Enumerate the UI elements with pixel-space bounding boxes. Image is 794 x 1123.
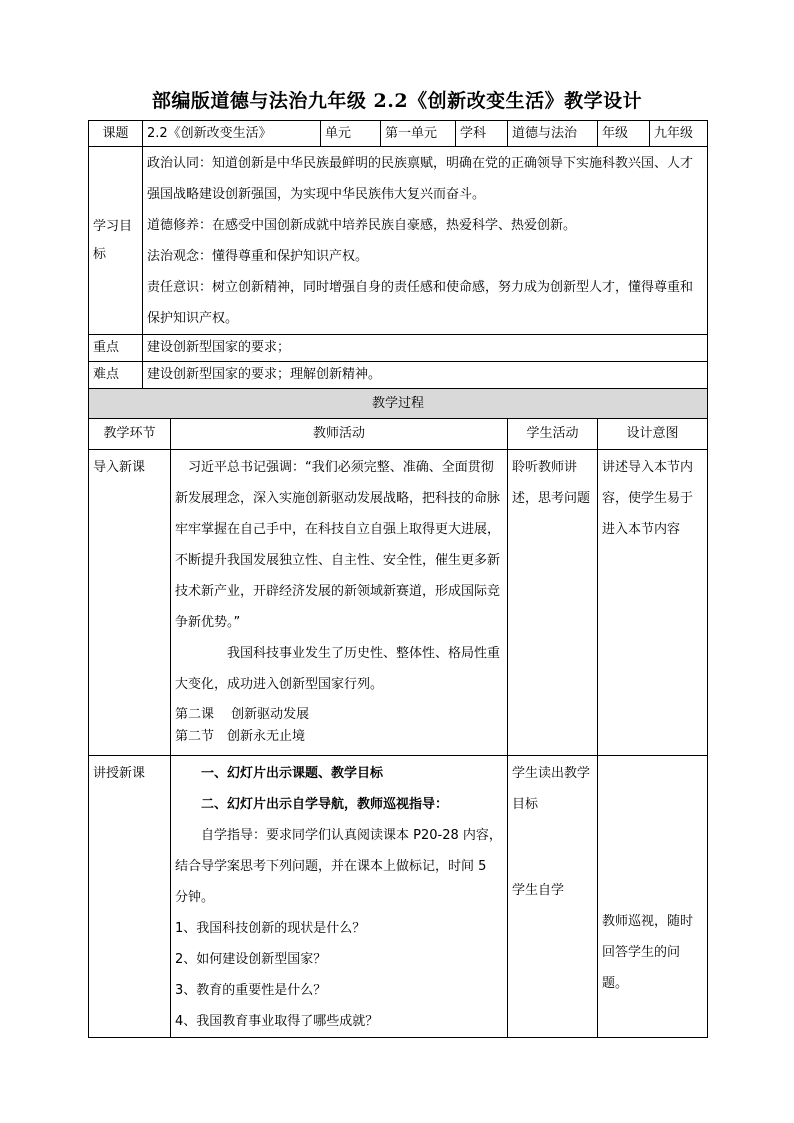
lesson-title: 第二课 创新驱动发展 xyxy=(175,707,310,722)
objective-responsibility: 责任意识：树立创新精神，同时增强自身的责任感和使命感，努力成为创新型人才，懂得尊重和保护知识产权。 xyxy=(147,279,694,326)
topic-label: 课题 xyxy=(89,121,143,147)
lecture-row xyxy=(89,756,708,1038)
unit-value: 第一单元 xyxy=(381,121,456,147)
objectives-row xyxy=(89,147,708,335)
objective-political: 政治认同：知道创新是中华民族最鲜明的民族禀赋，明确在党的正确领导下实施科教兴国、人才强国战略建设创新强国，为实现中华民族伟大复兴而奋斗。 xyxy=(147,155,694,202)
intro-student: 聆听教师讲述，思考问题 xyxy=(508,450,598,756)
col-teacher: 教师活动 xyxy=(171,419,508,450)
difficulty-value: 建设创新型国家的要求；理解创新精神。 xyxy=(143,362,708,389)
objectives-content xyxy=(143,147,708,335)
col-intent: 设计意图 xyxy=(598,419,708,450)
objective-law: 法治观念：懂得尊重和保护知识产权。 xyxy=(147,248,369,264)
question-4: 4、我国教育事业取得了哪些成就？ xyxy=(175,1014,379,1029)
intro-intent: 讲述导入本节内容，使学生易于进入本节内容 xyxy=(598,450,708,756)
grade-label: 年级 xyxy=(598,121,650,147)
intro-stage: 导入新课 xyxy=(89,450,171,756)
lecture-student-1: 学生读出教学目标 xyxy=(512,766,591,812)
difficulty-label: 难点 xyxy=(89,362,143,389)
intro-quote: 习近平总书记强调：“我们必须完整、准确、全面贯彻新发展理念，深入实施创新驱动发展战略，把科技的命脉牢牢掌握在自己手中，在科技自立自强上取得更大进展，不断提升我国发展独立性、自主性、安全性，催生更多新技术新产业，开辟经济发展的新领域新赛道，形成国际竞争新优势。” xyxy=(175,460,501,630)
intro-teacher xyxy=(171,450,508,756)
lesson-plan-table xyxy=(88,120,708,1038)
topic-value: 2.2《创新改变生活》 xyxy=(143,121,321,147)
process-header-row xyxy=(89,389,708,419)
objectives-label: 学习目标 xyxy=(89,147,143,335)
page-title: 部编版道德与法治九年级 2.2《创新改变生活》教学设计 xyxy=(151,90,643,112)
lecture-teacher xyxy=(171,756,508,1038)
question-2: 2、如何建设创新型国家？ xyxy=(175,952,327,967)
question-3: 3、教育的重要性是什么？ xyxy=(175,983,327,998)
lecture-step-2: 二、幻灯片出示自学导航，教师巡视指导： xyxy=(201,797,449,812)
unit-label: 单元 xyxy=(321,121,381,147)
subject-value: 道德与法治 xyxy=(508,121,598,147)
lecture-student-2: 学生自学 xyxy=(512,883,565,898)
intro-summary: 我国科技事业发生了历史性、整体性、格局性重大变化，成功进入创新型国家行列。 xyxy=(175,646,501,692)
intro-row xyxy=(89,450,708,756)
objective-moral: 道德修养：在感受中国创新成就中培养民族自豪感，热爱科学、热爱创新。 xyxy=(147,217,577,233)
key-point-value: 建设创新型国家的要求； xyxy=(143,335,708,362)
lecture-student xyxy=(508,756,598,1038)
question-1: 1、我国科技创新的现状是什么？ xyxy=(175,921,366,936)
grade-value: 九年级 xyxy=(650,121,708,147)
subject-label: 学科 xyxy=(456,121,508,147)
col-student: 学生活动 xyxy=(508,419,598,450)
col-stage: 教学环节 xyxy=(89,419,171,450)
info-row xyxy=(89,121,708,147)
lecture-step-1: 一、幻灯片出示课题、教学目标 xyxy=(201,766,384,781)
lecture-intent-cell xyxy=(598,756,708,1038)
section-title: 第二节 创新永无止境 xyxy=(175,729,306,744)
lecture-intent: 教师巡视，随时回答学生的问题。 xyxy=(602,914,694,991)
key-point-row xyxy=(89,335,708,362)
self-study-guide: 自学指导：要求同学们认真阅读课本 P20-28 内容，结合导学案思考下列问题，并在课本上做标记，时间 5 分钟。 xyxy=(175,828,502,905)
lecture-stage: 讲授新课 xyxy=(89,756,171,1038)
process-header: 教学过程 xyxy=(89,389,708,419)
process-columns-row xyxy=(89,419,708,450)
difficulty-row xyxy=(89,362,708,389)
key-point-label: 重点 xyxy=(89,335,143,362)
